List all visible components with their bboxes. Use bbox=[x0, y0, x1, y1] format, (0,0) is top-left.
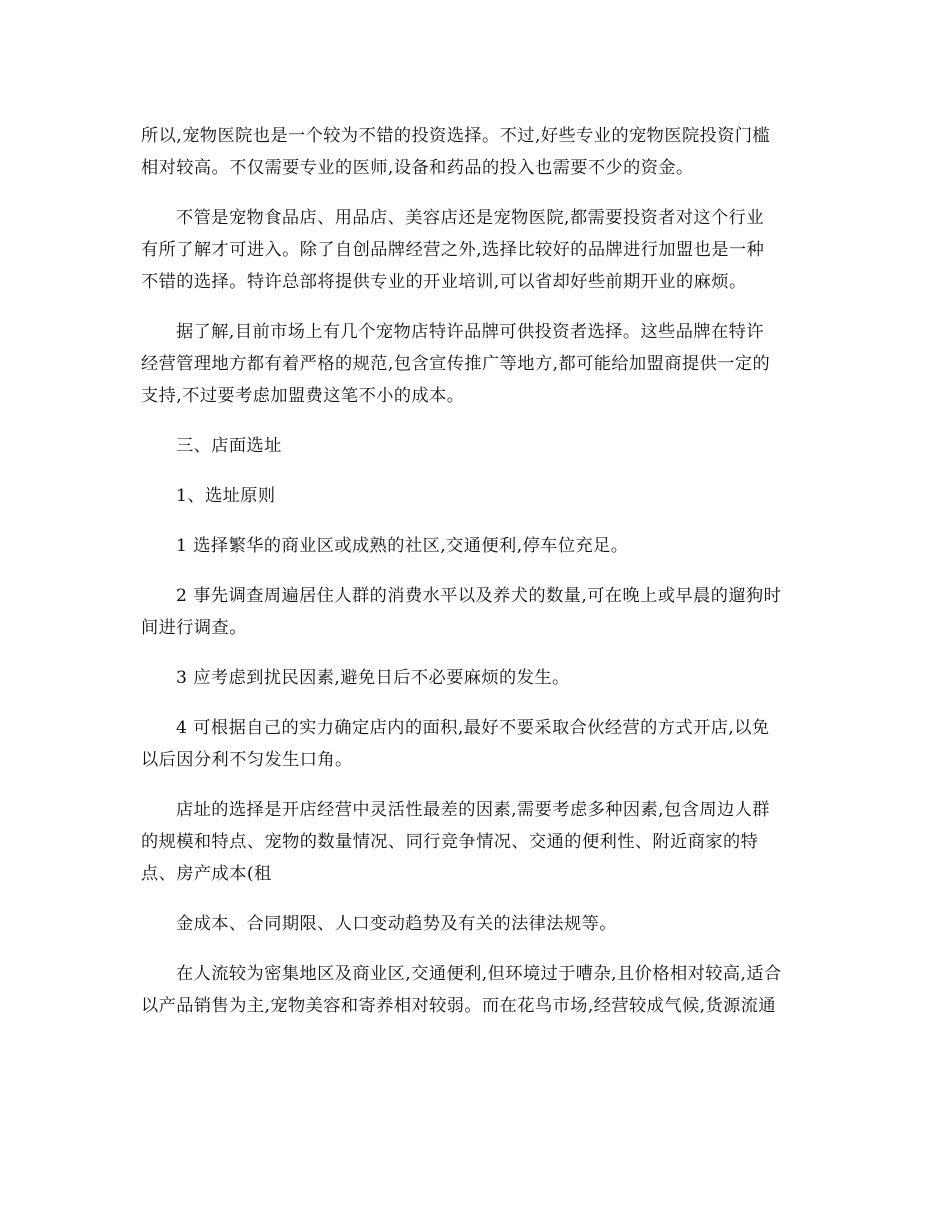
document-body bbox=[141, 120, 809, 1040]
text-line: 点、房产成本(租 bbox=[141, 864, 272, 884]
paragraph-commercial-area bbox=[141, 958, 809, 1022]
text-line: 据了解,目前市场上有几个宠物店特许品牌可供投资者选择。这些品牌在特许 bbox=[176, 322, 764, 342]
text-line: 店址的选择是开店经营中灵活性最差的因素,需要考虑多种因素,包含周边人群 bbox=[176, 800, 770, 820]
paragraph-3 bbox=[141, 316, 809, 412]
text-line: 金成本、合同期限、人口变动趋势及有关的法律法规等。 bbox=[176, 914, 617, 934]
principle-2 bbox=[141, 580, 809, 644]
text-line: 间进行调查。 bbox=[141, 618, 247, 638]
text-line: 以产品销售为主,宠物美容和寄养相对较弱。而在花鸟市场,经营较成气候,货源流通 bbox=[141, 996, 777, 1016]
text-line: 1 选择繁华的商业区或成熟的社区,交通便利,停车位充足。 bbox=[176, 536, 629, 556]
section-heading-store-location bbox=[141, 430, 809, 462]
text-line: 所以,宠物医院也是一个较为不错的投资选择。不过,好些专业的宠物医院投资门槛 bbox=[141, 126, 771, 146]
paragraph-location-factors bbox=[141, 794, 809, 890]
text-line: 1、选址原则 bbox=[176, 486, 276, 506]
subheading-location-principles bbox=[141, 480, 809, 512]
text-line: 在人流较为密集地区及商业区,交通便利,但环境过于嘈杂,且价格相对较高,适合 bbox=[176, 964, 782, 984]
text-line: 以后因分利不匀发生口角。 bbox=[141, 750, 353, 770]
text-line: 相对较高。不仅需要专业的医师,设备和药品的投入也需要不少的资金。 bbox=[141, 158, 694, 178]
paragraph-1 bbox=[141, 120, 809, 184]
text-line: 3 应考虑到扰民因素,避免日后不必要麻烦的发生。 bbox=[176, 668, 570, 688]
paragraph-rent-costs bbox=[141, 908, 809, 940]
text-line: 有所了解才可进入。除了自创品牌经营之外,选择比较好的品牌进行加盟也是一种 bbox=[141, 240, 765, 260]
text-line: 支持,不过要考虑加盟费这笔不小的成本。 bbox=[141, 386, 465, 406]
principle-3 bbox=[141, 662, 809, 694]
text-line: 4 可根据自己的实力确定店内的面积,最好不要采取合伙经营的方式开店,以免 bbox=[176, 718, 770, 738]
text-line: 的规模和特点、宠物的数量情况、同行竞争情况、交通的便利性、附近商家的特 bbox=[141, 832, 759, 852]
text-line: 不管是宠物食品店、用品店、美容店还是宠物医院,都需要投资者对这个行业 bbox=[176, 208, 764, 228]
text-line: 2 事先调查周遍居住人群的消费水平以及养犬的数量,可在晚上或早晨的遛狗时 bbox=[176, 586, 782, 606]
text-line: 不错的选择。特许总部将提供专业的开业培训,可以省却好些前期开业的麻烦。 bbox=[141, 272, 747, 292]
text-line: 三、店面选址 bbox=[176, 436, 282, 456]
principle-4 bbox=[141, 712, 809, 776]
text-line: 经营管理地方都有着严格的规范,包含宣传推广等地方,都可能给加盟商提供一定的 bbox=[141, 354, 771, 374]
principle-1 bbox=[141, 530, 809, 562]
paragraph-2 bbox=[141, 202, 809, 298]
